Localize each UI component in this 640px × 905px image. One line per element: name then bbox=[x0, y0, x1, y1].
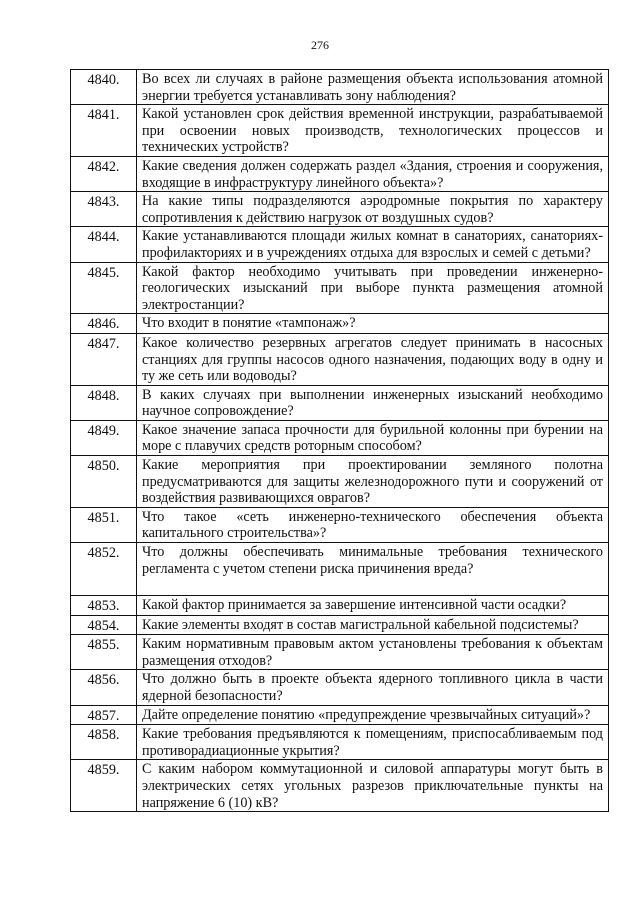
question-text: Какие сведения должен содержать раздел «Здания, строения и сооружения, входящие в инфраструктуру линейного объекта»? bbox=[137, 156, 609, 191]
table-row bbox=[71, 156, 609, 191]
question-number: 4850. bbox=[71, 456, 137, 508]
questions-table bbox=[70, 69, 609, 812]
question-number: 4855. bbox=[71, 635, 137, 670]
question-text: Что входит в понятие «тампонаж»? bbox=[137, 314, 609, 334]
table-row bbox=[71, 615, 609, 635]
table-row bbox=[71, 70, 609, 105]
table-row bbox=[71, 670, 609, 705]
question-number: 4845. bbox=[71, 262, 137, 314]
table-row bbox=[71, 456, 609, 508]
table-row bbox=[71, 596, 609, 616]
table-row bbox=[71, 333, 609, 385]
table-row bbox=[71, 507, 609, 542]
question-text: Какой фактор принимается за завершение интенсивной части осадки? bbox=[137, 596, 609, 616]
table-row bbox=[71, 192, 609, 227]
question-text: Во всех ли случаях в районе размещения объекта использования атомной энергии требуется устанавливать зону наблюдения? bbox=[137, 70, 609, 105]
question-number: 4854. bbox=[71, 615, 137, 635]
question-text: Какие устанавливаются площади жилых комнат в санаториях, санаториях-профилакториях и в учреждениях отдыха для взрослых и семей с детьми? bbox=[137, 227, 609, 262]
question-number: 4849. bbox=[71, 420, 137, 455]
question-text: Какие элементы входят в состав магистральной кабельной подсистемы? bbox=[137, 615, 609, 635]
question-number: 4841. bbox=[71, 105, 137, 157]
question-text: Какие требования предъявляются к помещениям, приспосабливаемым под противорадиационные укрытия? bbox=[137, 725, 609, 760]
table-row bbox=[71, 705, 609, 725]
table-row bbox=[71, 105, 609, 157]
question-text: Какое значение запаса прочности для бурильной колонны при бурении на море с плавучих средств роторным способом? bbox=[137, 420, 609, 455]
question-text: Какой фактор необходимо учитывать при проведении инженерно-геологических изысканий при выборе пункта размещения атомной электростанции? bbox=[137, 262, 609, 314]
question-number: 4844. bbox=[71, 227, 137, 262]
question-text: На какие типы подразделяются аэродромные покрытия по характеру сопротивления к действию нагрузок от воздушных судов? bbox=[137, 192, 609, 227]
table-row bbox=[71, 385, 609, 420]
question-number: 4840. bbox=[71, 70, 137, 105]
table-row bbox=[71, 635, 609, 670]
table-row bbox=[71, 420, 609, 455]
table-row bbox=[71, 725, 609, 760]
question-number: 4846. bbox=[71, 314, 137, 334]
question-text: С каким набором коммутационной и силовой аппаратуры могут быть в электрических сетях угольных разрезов приключательные пункты на напряжение 6 (10) кВ? bbox=[137, 760, 609, 812]
question-number: 4856. bbox=[71, 670, 137, 705]
question-number: 4857. bbox=[71, 705, 137, 725]
question-text: Какое количество резервных агрегатов следует принимать в насосных станциях для группы насосов одного назначения, подающих воду в одну и ту же сеть или водоводы? bbox=[137, 333, 609, 385]
question-number: 4858. bbox=[71, 725, 137, 760]
question-number: 4842. bbox=[71, 156, 137, 191]
table-row bbox=[71, 314, 609, 334]
question-text: Дайте определение понятию «предупреждение чрезвычайных ситуаций»? bbox=[137, 705, 609, 725]
question-number: 4852. bbox=[71, 543, 137, 596]
question-number: 4843. bbox=[71, 192, 137, 227]
page-number: 276 bbox=[311, 38, 329, 52]
question-text: Что такое «сеть инженерно-технического обеспечения объекта капитального строительства»? bbox=[137, 507, 609, 542]
question-text: В каких случаях при выполнении инженерных изысканий необходимо научное сопровождение? bbox=[137, 385, 609, 420]
table-row bbox=[71, 262, 609, 314]
question-number: 4847. bbox=[71, 333, 137, 385]
question-number: 4848. bbox=[71, 385, 137, 420]
question-text: Какой установлен срок действия временной инструкции, разрабатываемой при освоении новых производств, технологических процессов и технических устройств? bbox=[137, 105, 609, 157]
question-text: Что должно быть в проекте объекта ядерного топливного цикла в части ядерной безопасности? bbox=[137, 670, 609, 705]
table-row bbox=[71, 760, 609, 812]
question-text: Каким нормативным правовым актом установлены требования к объектам размещения отходов? bbox=[137, 635, 609, 670]
question-number: 4859. bbox=[71, 760, 137, 812]
question-text: Какие мероприятия при проектировании земляного полотна предусматриваются для защиты железнодорожного пути и сооружений от воздействия развивающихся оврагов? bbox=[137, 456, 609, 508]
table-row bbox=[71, 227, 609, 262]
table-row bbox=[71, 543, 609, 596]
question-number: 4851. bbox=[71, 507, 137, 542]
question-number: 4853. bbox=[71, 596, 137, 616]
question-text: Что должны обеспечивать минимальные требования технического регламента с учетом степени риска причинения вреда? bbox=[137, 543, 609, 596]
